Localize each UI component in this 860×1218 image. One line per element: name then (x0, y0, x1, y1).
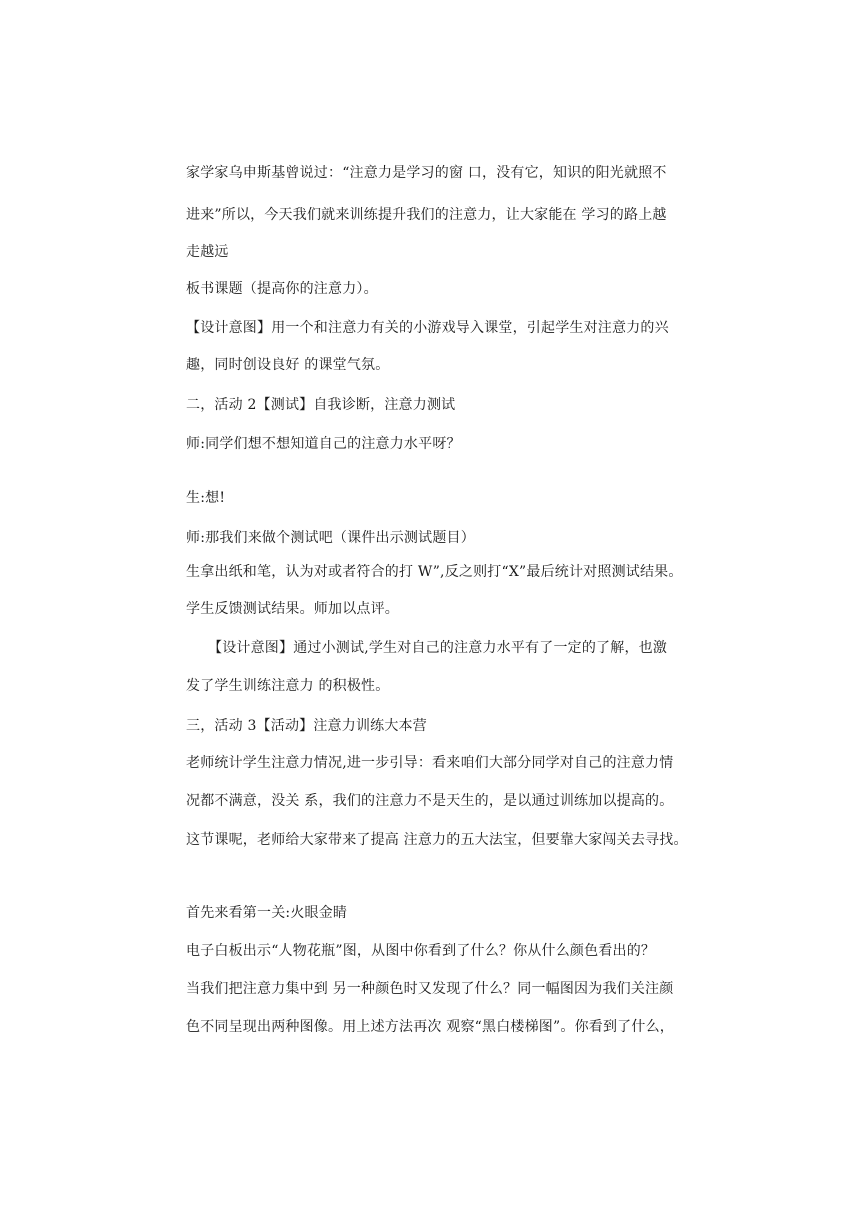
text-line: 【设计意图】通过小测试,学生对自己的注意力水平有了一定的了解，也激 (208, 640, 668, 656)
section-heading: 二，活动 2【测试】自我诊断，注意力测试 (186, 397, 456, 413)
text-line: 师:同学们想不想知道自己的注意力水平呀？ (186, 436, 461, 452)
text-line: 走越远 (186, 244, 229, 260)
text-line: 【设计意图】用一个和注意力有关的小游戏导入课堂，引起学生对注意力的兴 (186, 320, 669, 336)
text-line: 首先来看第一关:火眼金睛 (186, 905, 348, 921)
text-line: 趣，同时创设良好 的课堂气氛。 (186, 357, 390, 373)
text-line: 这节课呢，老师给大家带来了提高 注意力的五大法宝，但要靠大家闯关去寻找。 (186, 832, 688, 848)
text-line: 老师统计学生注意力情况,进一步引导：看来咱们大部分同学对自己的注意力情 (186, 755, 674, 771)
section-heading: 三，活动 3【活动】注意力训练大本营 (186, 718, 427, 734)
text-line: 板书课题（提高你的注意力）。 (186, 281, 378, 297)
text-line: 电子白板出示“人物花瓶”图，从图中你看到了什么？你从什么颜色看出的？ (186, 943, 656, 959)
text-line: 况都不满意，没关 系，我们的注意力不是天生的，是以通过训练加以提高的。 (186, 793, 674, 809)
text-line: 色不同呈现出两种图像。用上述方法再次 观察“黑白楼梯图”。你看到了什么， (186, 1019, 674, 1035)
text-line: 发了学生训练注意力 的积极性。 (186, 678, 390, 694)
text-line: 当我们把注意力集中到 另一种颜色时又发现了什么？同一幅图因为我们关注颜 (186, 981, 674, 997)
text-line: 师:那我们来做个测试吧（课件出示测试题目） (186, 530, 475, 546)
text-line: 生:想! (186, 490, 226, 506)
text-line: 进来”所以，今天我们就来训练提升我们的注意力，让大家能在 学习的路上越 (186, 207, 667, 223)
text-line: 学生反馈测试结果。师加以点评。 (186, 601, 399, 617)
text-line: 生拿出纸和笔，认为对或者符合的打 W”,反之则打“X”最后统计对照测试结果。 (186, 564, 683, 580)
text-line: 家学家乌申斯基曾说过：“注意力是学习的窗 口，没有它，知识的阳光就照不 (186, 165, 667, 181)
